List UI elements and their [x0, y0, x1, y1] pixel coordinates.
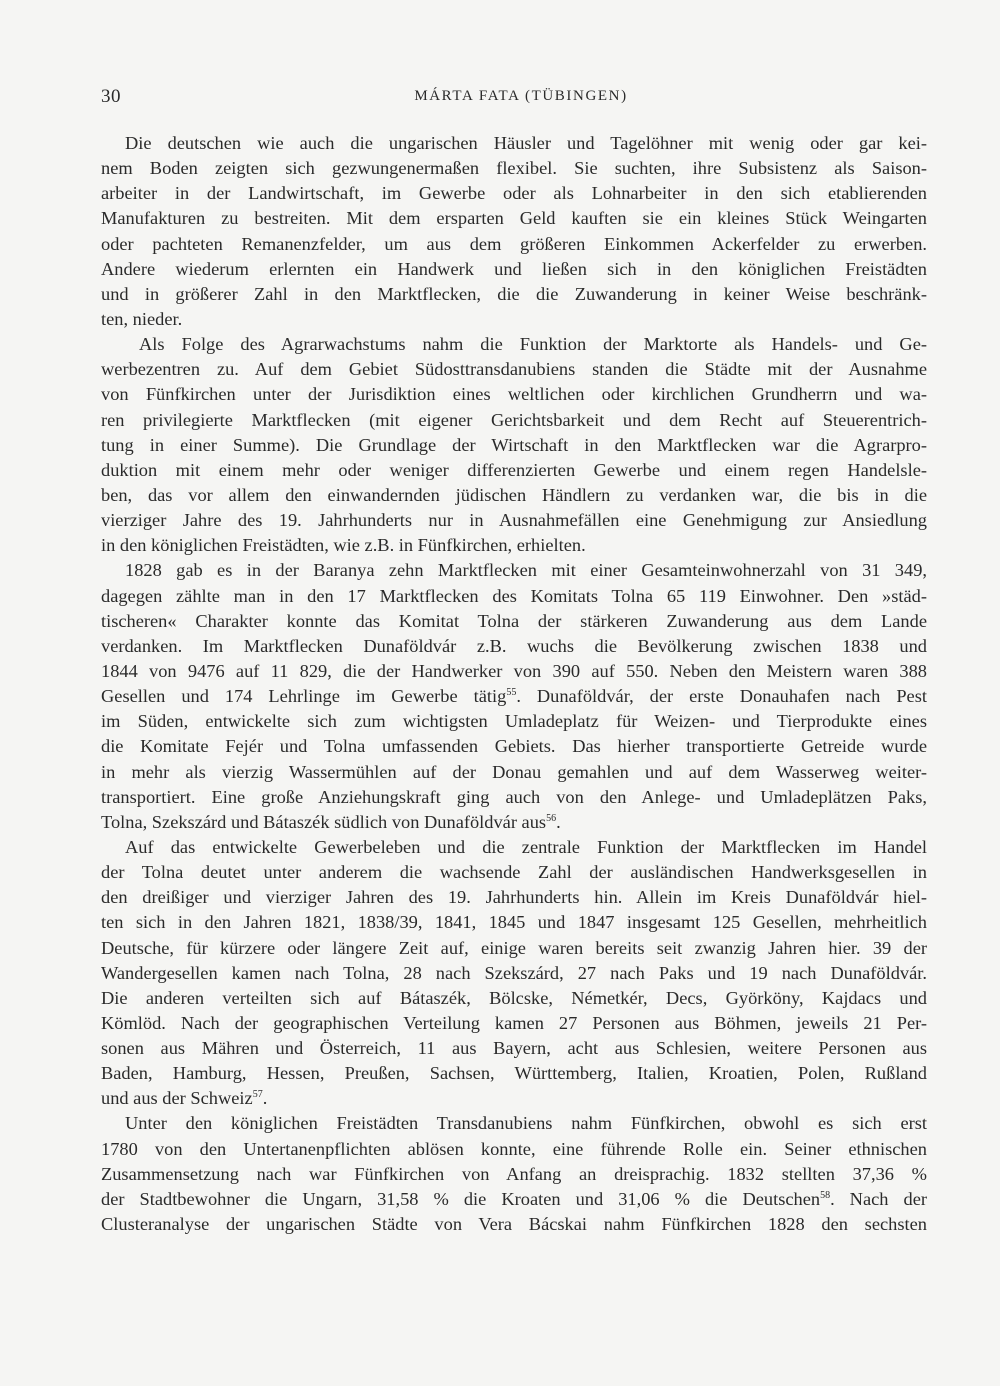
text-line: Clusteranalyse der ungarischen Städte von Vera Bácskai nahm Fünfkirchen 1828 den sechsten	[101, 1214, 927, 1235]
text-line: ben, das vor allem den einwandernden jüdischen Händlern zu verdanken war, die bis in die	[101, 484, 927, 505]
text-segment: . Dunaföldvár, der erste Donauhafen nach Pest	[516, 686, 927, 707]
text-line: oder pachteten Remanenzfelder, um aus dem größeren Einkommen Ackerfelder zu erwerben.	[101, 233, 927, 254]
text-segment: .	[262, 1088, 268, 1109]
footnote-ref[interactable]: 57	[252, 1089, 263, 1101]
text-segment: Tolna, Szekszárd und Bátaszék südlich von Dunaföldvár aus	[101, 811, 547, 832]
paragraph	[101, 131, 927, 332]
text-line: Als Folge des Agrarwachstums nahm die Funktion der Marktorte als Handels- und Ge-	[139, 334, 927, 355]
text-line: ten sich in den Jahren 1821, 1838/39, 1841, 1845 und 1847 insgesamt 125 Gesellen, mehrheitlich	[101, 912, 927, 933]
text-line: im Süden, entwickelte sich zum wichtigsten Umladeplatz für Weizen- und Tierprodukte eines	[101, 711, 927, 732]
text-line: Baden, Hamburg, Hessen, Preußen, Sachsen, Württemberg, Italien, Kroatien, Polen, Rußland	[101, 1063, 927, 1084]
text-line: 1844 von 9476 auf 11 829, die der Handwerker von 390 auf 550. Neben den Meistern waren 388	[101, 660, 927, 681]
footnote-ref[interactable]: 55	[506, 687, 517, 699]
text-line: ten, nieder.	[101, 308, 183, 329]
text-line: werbezentren zu. Auf dem Gebiet Südosttransdanubiens standen die Städte mit der Ausnahme	[101, 359, 927, 380]
text-line: von Fünfkirchen unter der Jurisdiktion eines weltlichen oder kirchlichen Grundherrn und wa-	[101, 384, 927, 405]
text-line: tischeren« Charakter konnte das Komitat Tolna der stärkeren Zuwanderung aus dem Lande	[101, 610, 927, 631]
text-segment: Gesellen und 174 Lehrlinge im Gewerbe tätig	[101, 686, 507, 707]
text-line: Zusammensetzung nach war Fünfkirchen von Anfang an dreisprachig. 1832 stellten 37,36 %	[101, 1163, 927, 1184]
text-line: Manufakturen zu bestreiten. Mit dem ersparten Geld kauften sie ein kleines Stück Weingarten	[101, 208, 927, 229]
text-line: sonen aus Mähren und Österreich, 11 aus Bayern, acht aus Schlesien, weitere Personen aus	[101, 1038, 927, 1059]
text-line: in mehr als vierzig Wassermühlen auf der Donau gemahlen und auf dem Wasserweg weiter-	[101, 761, 927, 782]
text-line: Deutsche, für kürzere oder längere Zeit auf, einige waren bereits seit zwanzig Jahren hier. 39 der	[101, 937, 927, 958]
text-line: vierziger Jahre des 19. Jahrhunderts nur in Ausnahmefällen eine Genehmigung zur Ansiedlung	[101, 510, 927, 531]
text-segment: .	[556, 811, 561, 832]
text-line: tung in einer Summe). Die Grundlage der Wirtschaft in den Marktflecken war die Agrarpro-	[101, 434, 927, 455]
text-line: Wandergesellen kamen nach Tolna, 28 nach Szekszárd, 27 nach Paks und 19 nach Dunaföldvár.	[101, 962, 927, 983]
text-line: die Komitate Fejér und Tolna umfassenden Gebiets. Das hierher transportierte Getreide wurde	[101, 736, 927, 757]
text-line	[101, 1086, 927, 1111]
text-line: und in größerer Zahl in den Marktflecken, die die Zuwanderung in keiner Weise beschränk-	[101, 283, 927, 304]
text-line: arbeiter in der Landwirtschaft, im Gewerbe oder als Lohnarbeiter in den sich etablierenden	[101, 183, 927, 204]
text-line: Die deutschen wie auch die ungarischen Häusler und Tagelöhner mit wenig oder gar kei-	[125, 133, 927, 153]
text-segment: . Nach der	[830, 1188, 927, 1209]
page-number: 30	[101, 86, 121, 107]
text-line: 1780 von den Untertanenpflichten ablösen konnte, eine führende Rolle ein. Seiner ethnischen	[101, 1138, 927, 1159]
text-line: Kömlöd. Nach der geographischen Verteilung kamen 27 Personen aus Böhmen, jeweils 21 Per-	[101, 1012, 927, 1033]
body-text	[101, 131, 927, 1237]
text-line: der Tolna deutet unter anderem die wachsende Zahl der ausländischen Handwerksgesellen in	[101, 862, 927, 883]
paragraph	[101, 1111, 927, 1237]
text-line: nem Boden zeigten sich gezwungenermaßen flexibel. Sie suchten, ihre Subsistenz als Saison-	[101, 158, 927, 179]
running-head: MÁRTA FATA (TÜBINGEN)	[414, 88, 628, 104]
paragraph	[101, 558, 927, 835]
text-line: Die anderen verteilten sich auf Bátaszék, Bölcske, Németkér, Decs, Györköny, Kajdacs und	[101, 987, 927, 1008]
text-line: Unter den königlichen Freistädten Transdanubiens nahm Fünfkirchen, obwohl es sich erst	[125, 1113, 927, 1134]
footnote-ref[interactable]: 56	[546, 812, 557, 824]
text-line: Andere wiederum erlernten ein Handwerk und ließen sich in den königlichen Freistädten	[101, 258, 927, 279]
text-line	[101, 684, 927, 709]
text-line: verdanken. Im Marktflecken Dunaföldvár z.B. wuchs die Bevölkerung zwischen 1838 und	[101, 635, 927, 656]
text-line: Auf das entwickelte Gewerbeleben und die zentrale Funktion der Marktflecken im Handel	[125, 836, 927, 857]
text-line	[101, 1187, 927, 1212]
text-line: duktion mit einem mehr oder weniger differenzierten Gewerbe und einem regen Handelsle-	[101, 459, 927, 480]
paragraph	[101, 835, 927, 1112]
text-line	[101, 810, 927, 835]
text-line: den dreißiger und vierziger Jahren des 19. Jahrhunderts hin. Allein im Kreis Dunaföldvár hiel-	[101, 887, 927, 908]
text-line: ren privilegierte Marktflecken (mit eigener Gerichtsbarkeit und dem Recht auf Steuerentrich-	[101, 409, 927, 430]
text-segment: der Stadtbewohner die Ungarn, 31,58 % die Kroaten und 31,06 % die Deutschen	[101, 1188, 821, 1209]
text-line: transportiert. Eine große Anziehungskraft ging auch von den Anlege- und Umladeplätzen Paks,	[101, 786, 927, 807]
text-segment: und aus der Schweiz	[101, 1088, 253, 1109]
text-line: in den königlichen Freistädten, wie z.B. in Fünfkirchen, erhielten.	[101, 535, 586, 556]
text-line: dagegen zählte man in den 17 Marktflecken des Komitats Tolna 65 119 Einwohner. Den »städ-	[101, 585, 927, 606]
page-header	[101, 86, 927, 110]
paragraph	[101, 332, 927, 558]
text-line: 1828 gab es in der Baranya zehn Marktflecken mit einer Gesamteinwohnerzahl von 31 349,	[125, 560, 927, 581]
footnote-ref[interactable]: 58	[820, 1189, 831, 1201]
